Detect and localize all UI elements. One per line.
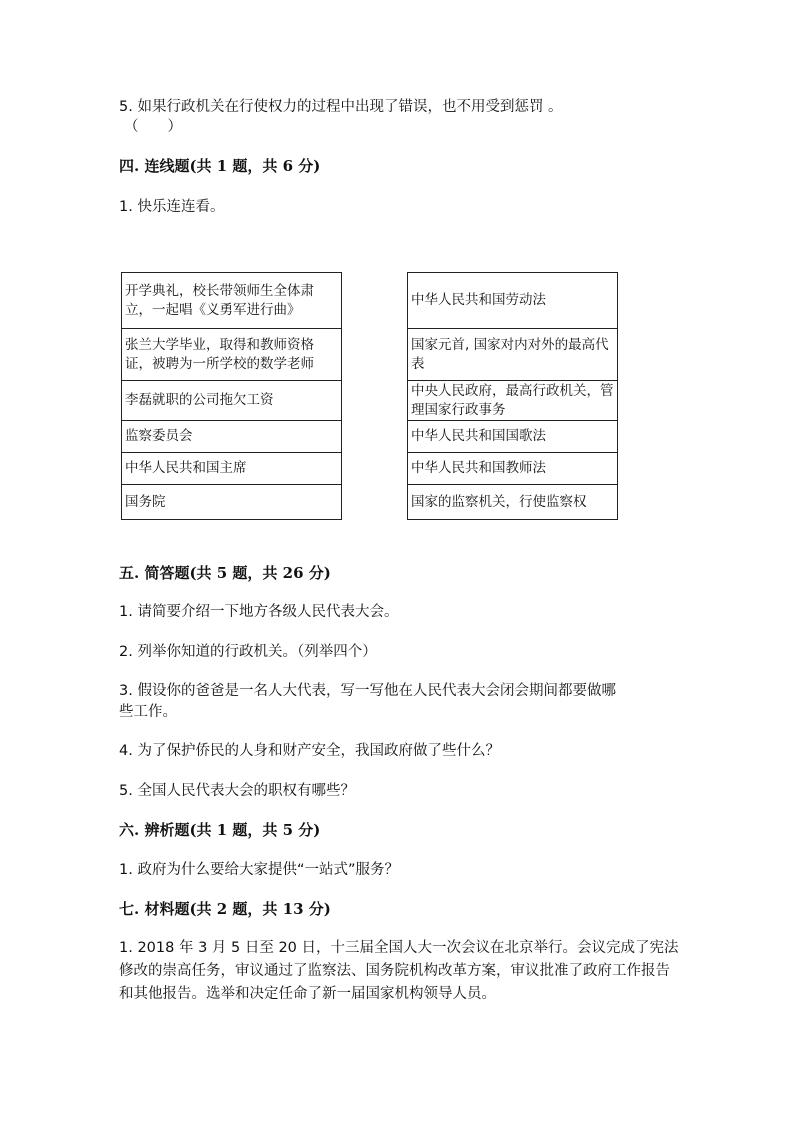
matching-left-column	[121, 272, 342, 520]
left-item-5: 中华人民共和国主席	[122, 453, 342, 485]
short-answer-4: 4. 为了保护侨民的人身和财产安全，我国政府做了些什么？	[119, 743, 500, 759]
left-item-2: 张兰大学毕业，取得和教师资格证，被聘为一所学校的数学老师	[122, 329, 342, 381]
section-4-heading: 四. 连线题(共 1 题，共 6 分)	[119, 157, 321, 175]
short-answer-3-line1: 3. 假设你的爸爸是一名人大代表，写一写他在人民代表大会闭会期间都要做哪	[119, 683, 616, 699]
answer-blank: （ ）	[124, 119, 182, 135]
right-item-4: 中华人民共和国国歌法	[408, 421, 618, 453]
short-answer-3-line2: 些工作。	[119, 704, 177, 720]
short-answer-2: 2. 列举你知道的行政机关。（列举四个）	[119, 644, 377, 660]
short-answer-5: 5. 全国人民代表大会的职权有哪些？	[119, 783, 355, 799]
material-question-1: 1. 2018 年 3 月 5 日至 20 日，十三届全国人大一次会议在北京举行。会议完成了宪法修改的崇高任务，审议通过了监察法、国务院机构改革方案，审议批准了政府工作报告和其他报告。选举和决定任命了新一届国家机构领导人员。	[119, 940, 679, 1002]
section-7-heading: 七. 材料题(共 2 题，共 13 分)	[119, 900, 331, 918]
section-5-heading: 五. 简答题(共 5 题，共 26 分)	[119, 564, 331, 582]
short-answer-1: 1. 请简要介绍一下地方各级人民代表大会。	[119, 604, 399, 620]
right-item-5: 中华人民共和国教师法	[408, 453, 618, 485]
right-item-1: 中华人民共和国劳动法	[408, 273, 618, 329]
right-item-2: 国家元首, 国家对内对外的最高代表	[408, 329, 618, 381]
right-item-3: 中央人民政府，最高行政机关，管理国家行政事务	[408, 381, 618, 421]
left-item-4: 监察委员会	[122, 421, 342, 453]
left-item-1: 开学典礼，校长带领师生全体肃立，一起唱《义勇军进行曲》	[122, 273, 342, 329]
left-item-3: 李磊就职的公司拖欠工资	[122, 381, 342, 421]
judge-question-5: 5. 如果行政机关在行使权力的过程中出现了错误，也不用受到惩罚 。	[119, 99, 563, 115]
matching-question-1: 1. 快乐连连看。	[119, 199, 225, 215]
matching-right-column	[407, 272, 618, 520]
left-item-6: 国务院	[122, 485, 342, 520]
section-6-heading: 六. 辨析题(共 1 题，共 5 分)	[119, 821, 321, 839]
right-item-6: 国家的监察机关，行使监察权	[408, 485, 618, 520]
analysis-question-1: 1. 政府为什么要给大家提供“一站式”服务？	[119, 862, 399, 878]
